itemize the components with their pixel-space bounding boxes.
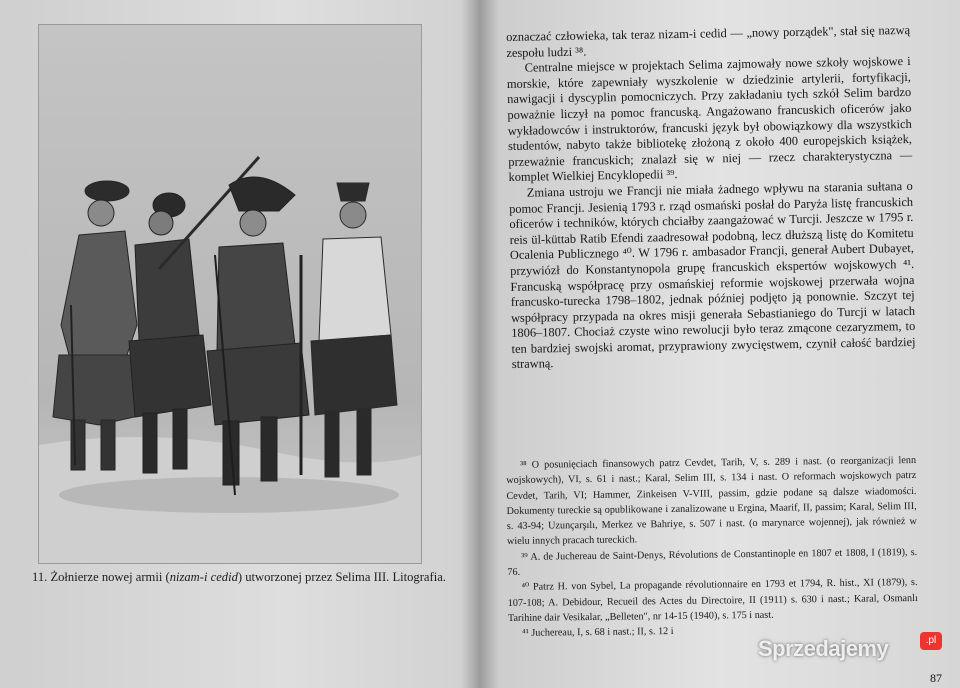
paragraph-3: Zmiana ustroju we Francji nie miała żadnego wpływu na starania sułtana o pomoc Francji. Jesienią 1793 r. rząd osmański posłał do Paryża listę francuskich oficerów i techników, których chciałby zaangażować w Turcji. Jeszcze w 1795 r. reis ül-küttab Ratib Efendi zaadresował podobną, lecz dłuższą listę do Komitetu Ocalenia Publicznego ⁴⁰. W 1796 r. ambasador Francji, generał Aubert Dubayet, przywiózł do Konstantynopola grupę francuskich ekspertów wojskowych ⁴¹. Francuską współpracę przy osmańskiej reformie wojskowej przerwała wojna francusko-turecka 1798–1802, jednak później podjęto ją ponownie. Szczyt tej współpracy przypada na okres misji generała Sebastianiego do Turcji w latach 1806–1807. Chociaż czyste wino rewolucji było teraz zmącone cezaryzmem, to ten bardziej swojski aromat, przyprawiony zwycięstwem, czynił całość bardziej strawną. bbox=[508, 178, 916, 372]
footnote-40: ⁴⁰ Patrz H. von Sybel, La propagande révolutionnaire en 1793 et 1794, R. hist., XI (1879), s. 107-108; A. Debidour, Recueil des Actes du Directoire, II (1911) s. 630 i nast.; Karal, Osmanlı Tarihine dair Vesikalar, „Belleten", nr 14-15 (1940), s. 175 i nast. bbox=[507, 577, 918, 624]
figure-caption bbox=[32, 568, 452, 586]
footnote-38: ³⁸ O posunięciach finansowych patrz Cevdet, Tarih, V, s. 289 i nast. (o reorganizacji lenn wojskowych), VI, s. 61 i nast.; Karal, Selim III, s. 134 i nast. O reformach wojskowych patrz Cevdet, Tarih, VI; Hammer, Zinkeisen V-VIII, passim, gdzie podane są dalsze wiadomości. Dokumenty tureckie są opublikowane i zanalizowane u Ergina, Maarif, II, passim; Karal, Selim III, s. 43-94; Uzunçarşılı, Merkez ve Bahriye, s. 507 i nast. (o marynarce wojennej), jak również w wielu innych pracach tureckich. bbox=[506, 454, 917, 548]
page-number: 87 bbox=[930, 671, 942, 685]
footnote-41: ⁴¹ Juchereau, I, s. 68 i nast.; II, s. 12 i bbox=[522, 626, 674, 640]
caption-number: 11. bbox=[32, 570, 48, 584]
footnote-39: ³⁹ A. de Juchereau de Saint-Denys, Révolutions de Constantinople en 1807 et 1808, I (1819), s. 76. bbox=[507, 546, 918, 579]
watermark-badge: .pl bbox=[920, 632, 942, 650]
watermark-logo: Sprzedajemy bbox=[758, 636, 889, 661]
soldiers-lithograph-image bbox=[39, 25, 421, 563]
lithograph-illustration bbox=[38, 24, 422, 564]
caption-text-end: ) utworzonej przez Selima III. Litografia. bbox=[237, 570, 446, 584]
caption-text-start: Żołnierze nowej armii ( bbox=[50, 570, 170, 584]
paragraph-2: Centralne miejsce w projektach Selima zajmowały nowe szkoły wojskowe i morskie, które zapewniały wyszkolenie w dziedzinie artylerii, fortyfikacji, nawigacji i dyscyplin pomocniczych. Przy zakładaniu tych szkół Selim bardzo poważnie liczył na pomoc francuską. Angażowano francuskich oficerów jako wykładowców i instruktorów, francuski język był obowiązkowy dla wszystkich studentów, nabyto także bibliotekę złożoną z około 400 europejskich książek, przeważnie francuskich; znalazł się w niej — rzecz charakterystyczna — komplet Wielkiej Encyklopedii ³⁹. bbox=[506, 54, 913, 185]
caption-italic-term: nizam-i cedid bbox=[169, 570, 238, 584]
main-text bbox=[506, 23, 916, 373]
paragraph-1: oznaczać człowieka, tak teraz nizam-i cedid — „nowy porządek", stał się nazwą zespołu ludzi ³⁸. bbox=[506, 22, 911, 60]
footnotes bbox=[506, 453, 918, 642]
